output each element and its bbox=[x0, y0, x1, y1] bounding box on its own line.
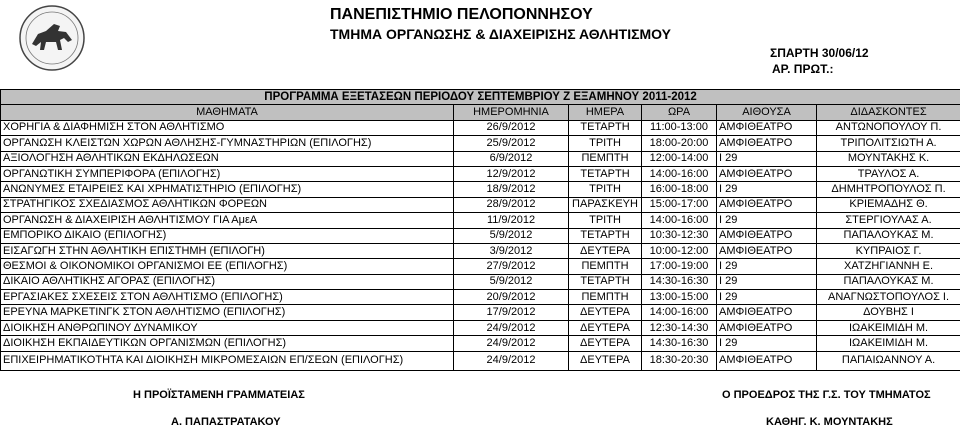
time-cell: 12:30-14:30 bbox=[642, 320, 717, 335]
time-cell: 15:00-17:00 bbox=[642, 197, 717, 212]
course-cell: ΟΡΓΑΝΩΣΗ & ΔΙΑΧΕΙΡΙΣΗ ΑΘΛΗΤΙΣΜΟΥ ΓΙΑ ΑμεΑ bbox=[1, 213, 454, 228]
time-cell: 10:30-12:30 bbox=[642, 228, 717, 243]
room-cell: Ι 29 bbox=[717, 274, 817, 289]
table-row bbox=[1, 243, 960, 258]
instructor-cell: ΚΡΙΕΜΑΔΗΣ Θ. bbox=[817, 197, 960, 212]
table-row bbox=[1, 151, 960, 166]
day-cell: ΤΕΤΑΡΤΗ bbox=[569, 166, 642, 181]
room-cell: Ι 29 bbox=[717, 151, 817, 166]
instructor-cell: ΙΩΑΚΕΙΜΙΔΗ Μ. bbox=[817, 336, 960, 351]
day-cell: ΤΕΤΑΡΤΗ bbox=[569, 120, 642, 135]
course-cell: ΧΟΡΗΓΙΑ & ΔΙΑΦΗΜΙΣΗ ΣΤΟΝ ΑΘΛΗΤΙΣΜΟ bbox=[1, 120, 454, 135]
instructor-cell: ΑΝΤΩΝΟΠΟΥΛΟΥ Π. bbox=[817, 120, 960, 135]
table-row bbox=[1, 336, 960, 351]
table-row bbox=[1, 213, 960, 228]
table-row bbox=[1, 274, 960, 289]
instructor-cell: ΔΟΥΒΗΣ Ι bbox=[817, 305, 960, 320]
column-header: ΜΑΘΗΜΑΤΑ bbox=[1, 105, 454, 120]
day-cell: ΤΡΙΤΗ bbox=[569, 182, 642, 197]
day-cell: ΔΕΥΤΕΡΑ bbox=[569, 336, 642, 351]
table-row bbox=[1, 228, 960, 243]
department-name: ΤΜΗΜΑ ΟΡΓΑΝΩΣΗΣ & ΔΙΑΧΕΙΡΙΣΗΣ ΑΘΛΗΤΙΣΜΟΥ bbox=[330, 26, 672, 42]
course-cell: ΘΕΣΜΟΙ & ΟΙΚΟΝΟΜΙΚΟΙ ΟΡΓΑΝΙΣΜΟΙ ΕΕ (ΕΠΙΛΟΓΗΣ) bbox=[1, 259, 454, 274]
course-cell: ΔΙΚΑΙΟ ΑΘΛΗΤΙΚΗΣ ΑΓΟΡΑΣ (ΕΠΙΛΟΓΗΣ) bbox=[1, 274, 454, 289]
time-cell: 11:00-13:00 bbox=[642, 120, 717, 135]
time-cell: 14:30-16:30 bbox=[642, 274, 717, 289]
course-cell: ΑΞΙΟΛΟΓΗΣΗ ΑΘΛΗΤΙΚΩΝ ΕΚΔΗΛΩΣΕΩΝ bbox=[1, 151, 454, 166]
column-header: ΗΜΕΡΑ bbox=[569, 105, 642, 120]
date-cell: 20/9/2012 bbox=[454, 290, 569, 305]
course-cell: ΣΤΡΑΤΗΓΙΚΟΣ ΣΧΕΔΙΑΣΜΟΣ ΑΘΛΗΤΙΚΩΝ ΦΟΡΕΩΝ bbox=[1, 197, 454, 212]
seal-logo-icon bbox=[18, 4, 86, 72]
table-title: ΠΡΟΓΡΑΜΜΑ ΕΞΕΤΑΣΕΩΝ ΠΕΡΙΟΔΟΥ ΣΕΠΤΕΜΒΡΙΟΥ Ζ ΕΞΑΜΗΝΟΥ 2011-2012 bbox=[1, 90, 960, 105]
time-cell: 18:00-20:00 bbox=[642, 136, 717, 151]
date-cell: 12/9/2012 bbox=[454, 166, 569, 181]
date-cell: 11/9/2012 bbox=[454, 213, 569, 228]
course-cell: ΕΡΓΑΣΙΑΚΕΣ ΣΧΕΣΕΙΣ ΣΤΟΝ ΑΘΛΗΤΙΣΜΟ (ΕΠΙΛΟΓΗΣ) bbox=[1, 290, 454, 305]
room-cell: Ι 29 bbox=[717, 336, 817, 351]
time-cell: 16:00-18:00 bbox=[642, 182, 717, 197]
day-cell: ΤΕΤΑΡΤΗ bbox=[569, 228, 642, 243]
instructor-cell: ΠΑΠΑΙΩΑΝΝΟΥ Α. bbox=[817, 351, 960, 370]
room-cell: Ι 29 bbox=[717, 259, 817, 274]
instructor-cell: ΚΥΠΡΑΙΟΣ Γ. bbox=[817, 243, 960, 258]
date-cell: 26/9/2012 bbox=[454, 120, 569, 135]
president-name: ΚΑΘΗΓ. Κ. ΜΟΥΝΤΑΚΗΣ bbox=[766, 416, 893, 428]
day-cell: ΠΕΜΠΤΗ bbox=[569, 259, 642, 274]
date-cell: 6/9/2012 bbox=[454, 151, 569, 166]
day-cell: ΠΕΜΠΤΗ bbox=[569, 151, 642, 166]
time-cell: 13:00-15:00 bbox=[642, 290, 717, 305]
room-cell: Ι 29 bbox=[717, 290, 817, 305]
time-cell: 10:00-12:00 bbox=[642, 243, 717, 258]
university-name: ΠΑΝΕΠΙΣΤΗΜΙΟ ΠΕΛΟΠΟΝΝΗΣΟΥ bbox=[330, 6, 593, 23]
day-cell: ΔΕΥΤΕΡΑ bbox=[569, 351, 642, 370]
table-row bbox=[1, 166, 960, 181]
course-cell: ΑΝΩΝΥΜΕΣ ΕΤΑΙΡΕΙΕΣ ΚΑΙ ΧΡΗΜΑΤΙΣΤΗΡΙΟ (ΕΠΙΛΟΓΗΣ) bbox=[1, 182, 454, 197]
room-cell: ΑΜΦΙΘΕΑΤΡΟ bbox=[717, 351, 817, 370]
course-cell: ΟΡΓΑΝΩΣΗ ΚΛΕΙΣΤΩΝ ΧΩΡΩΝ ΑΘΛΗΣΗΣ-ΓΥΜΝΑΣΤΗΡΙΩΝ (ΕΠΙΛΟΓΗΣ) bbox=[1, 136, 454, 151]
secretary-name: Α. ΠΑΠΑΣΤΡΑΤΑΚΟΥ bbox=[171, 416, 281, 428]
day-cell: ΔΕΥΤΕΡΑ bbox=[569, 305, 642, 320]
table-title-row bbox=[1, 90, 960, 105]
day-cell: ΔΕΥΤΕΡΑ bbox=[569, 243, 642, 258]
instructor-cell: ΤΡΑΥΛΟΣ Α. bbox=[817, 166, 960, 181]
exam-schedule-table bbox=[0, 89, 960, 371]
column-header: ΔΙΔΑΣΚΟΝΤΕΣ bbox=[817, 105, 960, 120]
date-cell: 18/9/2012 bbox=[454, 182, 569, 197]
column-header: ΩΡΑ bbox=[642, 105, 717, 120]
course-cell: ΔΙΟΙΚΗΣΗ ΑΝΘΡΩΠΙΝΟΥ ΔΥΝΑΜΙΚΟΥ bbox=[1, 320, 454, 335]
instructor-cell: ΠΑΠΑΛΟΥΚΑΣ Μ. bbox=[817, 274, 960, 289]
time-cell: 17:00-19:00 bbox=[642, 259, 717, 274]
time-cell: 14:00-16:00 bbox=[642, 166, 717, 181]
room-cell: ΑΜΦΙΘΕΑΤΡΟ bbox=[717, 320, 817, 335]
protocol-number: ΑΡ. ΠΡΩΤ.: bbox=[772, 62, 834, 76]
course-cell: ΟΡΓΑΝΩΤΙΚΗ ΣΥΜΠΕΡΙΦΟΡΑ (ΕΠΙΛΟΓΗΣ) bbox=[1, 166, 454, 181]
instructor-cell: ΠΑΠΑΛΟΥΚΑΣ Μ. bbox=[817, 228, 960, 243]
day-cell: ΠΑΡΑΣΚΕΥΗ bbox=[569, 197, 642, 212]
instructor-cell: ΑΝΑΓΝΩΣΤΟΠΟΥΛΟΣ Ι. bbox=[817, 290, 960, 305]
room-cell: ΑΜΦΙΘΕΑΤΡΟ bbox=[717, 166, 817, 181]
instructor-cell: ΤΡΙΠΟΛΙΤΣΙΩΤΗ Α. bbox=[817, 136, 960, 151]
instructor-cell: ΧΑΤΖΗΓΙΑΝΝΗ Ε. bbox=[817, 259, 960, 274]
time-cell: 14:30-16:30 bbox=[642, 336, 717, 351]
table-row bbox=[1, 182, 960, 197]
room-cell: ΑΜΦΙΘΕΑΤΡΟ bbox=[717, 197, 817, 212]
table-row bbox=[1, 197, 960, 212]
date-cell: 24/9/2012 bbox=[454, 336, 569, 351]
instructor-cell: ΣΤΕΡΓΙΟΥΛΑΣ Α. bbox=[817, 213, 960, 228]
table-row bbox=[1, 305, 960, 320]
place-date: ΣΠΑΡΤΗ 30/06/12 bbox=[770, 46, 869, 60]
room-cell: ΑΜΦΙΘΕΑΤΡΟ bbox=[717, 136, 817, 151]
room-cell: ΑΜΦΙΘΕΑΤΡΟ bbox=[717, 228, 817, 243]
day-cell: ΤΡΙΤΗ bbox=[569, 213, 642, 228]
table-row bbox=[1, 120, 960, 135]
room-cell: ΑΜΦΙΘΕΑΤΡΟ bbox=[717, 305, 817, 320]
day-cell: ΠΕΜΠΤΗ bbox=[569, 290, 642, 305]
table-row bbox=[1, 290, 960, 305]
column-header: ΗΜΕΡΟΜΗΝΙΑ bbox=[454, 105, 569, 120]
day-cell: ΤΕΤΑΡΤΗ bbox=[569, 274, 642, 289]
course-cell: ΕΠΙΧΕΙΡΗΜΑΤΙΚΟΤΗΤΑ ΚΑΙ ΔΙΟΙΚΗΣΗ ΜΙΚΡΟΜΕΣΑΙΩΝ ΕΠ/ΣΕΩΝ (ΕΠΙΛΟΓΗΣ) bbox=[1, 351, 454, 370]
date-cell: 24/9/2012 bbox=[454, 320, 569, 335]
table-body bbox=[1, 120, 960, 370]
table-header-row bbox=[1, 105, 960, 120]
time-cell: 14:00-16:00 bbox=[642, 213, 717, 228]
instructor-cell: ΜΟΥΝΤΑΚΗΣ Κ. bbox=[817, 151, 960, 166]
date-cell: 25/9/2012 bbox=[454, 136, 569, 151]
room-cell: Ι 29 bbox=[717, 213, 817, 228]
course-cell: ΔΙΟΙΚΗΣΗ ΕΚΠΑΙΔΕΥΤΙΚΩΝ ΟΡΓΑΝΙΣΜΩΝ (ΕΠΙΛΟΓΗΣ) bbox=[1, 336, 454, 351]
instructor-cell: ΙΩΑΚΕΙΜΙΔΗ Μ. bbox=[817, 320, 960, 335]
table-row bbox=[1, 259, 960, 274]
date-cell: 17/9/2012 bbox=[454, 305, 569, 320]
room-cell: ΑΜΦΙΘΕΑΤΡΟ bbox=[717, 243, 817, 258]
time-cell: 14:00-16:00 bbox=[642, 305, 717, 320]
course-cell: ΕΜΠΟΡΙΚΟ ΔΙΚΑΙΟ (ΕΠΙΛΟΓΗΣ) bbox=[1, 228, 454, 243]
table-row bbox=[1, 136, 960, 151]
day-cell: ΤΡΙΤΗ bbox=[569, 136, 642, 151]
column-header: ΑΙΘΟΥΣΑ bbox=[717, 105, 817, 120]
secretary-title: Η ΠΡΟΪΣΤΑΜΕΝΗ ΓΡΑΜΜΑΤΕΙΑΣ bbox=[133, 389, 305, 401]
course-cell: ΕΡΕΥΝΑ ΜΑΡΚΕΤΙΝΓΚ ΣΤΟΝ ΑΘΛΗΤΙΣΜΟ (ΕΠΙΛΟΓΗΣ) bbox=[1, 305, 454, 320]
course-cell: ΕΙΣΑΓΩΓΗ ΣΤΗΝ ΑΘΛΗΤΙΚΗ ΕΠΙΣΤΗΜΗ (ΕΠΙΛΟΓΗ) bbox=[1, 243, 454, 258]
instructor-cell: ΔΗΜΗΤΡΟΠΟΥΛΟΣ Π. bbox=[817, 182, 960, 197]
date-cell: 5/9/2012 bbox=[454, 228, 569, 243]
date-cell: 28/9/2012 bbox=[454, 197, 569, 212]
date-cell: 5/9/2012 bbox=[454, 274, 569, 289]
president-title: Ο ΠΡΟΕΔΡΟΣ ΤΗΣ Γ.Σ. ΤΟΥ ΤΜΗΜΑΤΟΣ bbox=[722, 389, 931, 401]
date-cell: 24/9/2012 bbox=[454, 351, 569, 370]
day-cell: ΔΕΥΤΕΡΑ bbox=[569, 320, 642, 335]
room-cell: ΑΜΦΙΘΕΑΤΡΟ bbox=[717, 120, 817, 135]
time-cell: 12:00-14:00 bbox=[642, 151, 717, 166]
table-row bbox=[1, 351, 960, 370]
date-cell: 27/9/2012 bbox=[454, 259, 569, 274]
table-row bbox=[1, 320, 960, 335]
time-cell: 18:30-20:30 bbox=[642, 351, 717, 370]
date-cell: 3/9/2012 bbox=[454, 243, 569, 258]
room-cell: Ι 29 bbox=[717, 182, 817, 197]
